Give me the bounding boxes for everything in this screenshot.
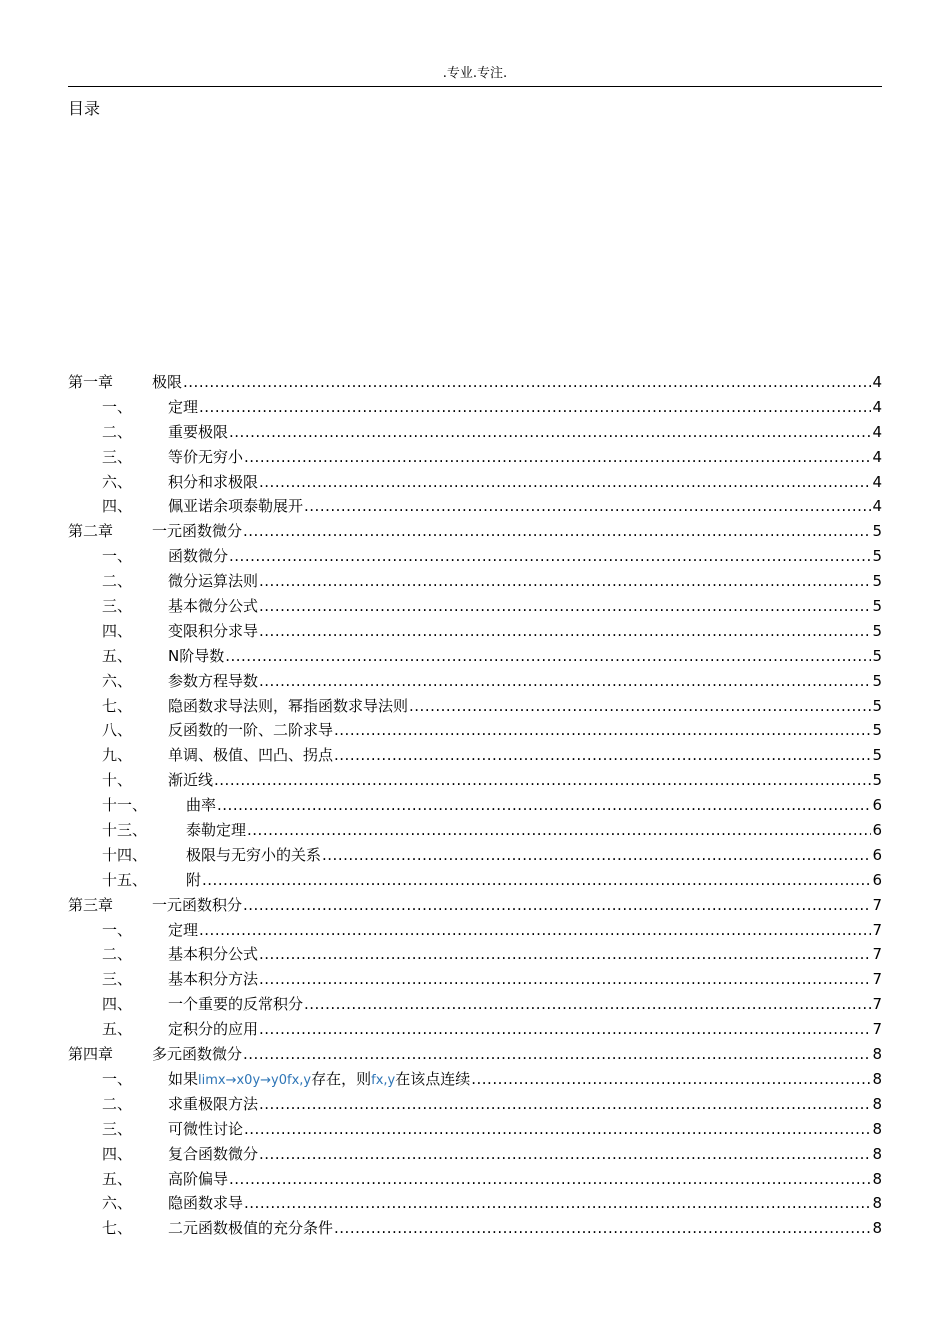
- toc-entry-title: 定理: [168, 397, 199, 416]
- toc-entry-title: 二元函数极值的充分条件: [168, 1219, 334, 1238]
- toc-section-entry[interactable]: [68, 494, 882, 519]
- dot-leader: [229, 1167, 871, 1192]
- toc-entry-number: 七、: [102, 1219, 133, 1238]
- toc-page-number: 8: [872, 1219, 882, 1238]
- toc-section-entry[interactable]: [68, 843, 882, 868]
- toc-entry-number: 三、: [102, 970, 133, 989]
- toc-section-entry[interactable]: [68, 743, 882, 768]
- toc-chapter-entry[interactable]: [68, 893, 882, 918]
- toc-section-entry[interactable]: [68, 1067, 882, 1092]
- toc-page-number: 8: [872, 1045, 882, 1064]
- toc-page-number: 4: [872, 497, 882, 516]
- dot-leader: [259, 942, 871, 967]
- dot-leader: [259, 619, 871, 644]
- dot-leader: [259, 967, 871, 992]
- toc-page-number: 6: [872, 821, 882, 840]
- toc-section-entry[interactable]: [68, 992, 882, 1017]
- toc-entry-title: 极限: [152, 373, 183, 391]
- dot-leader: [247, 818, 871, 843]
- toc-entry-title: 可微性讨论: [168, 1119, 244, 1138]
- toc-section-entry[interactable]: [68, 669, 882, 694]
- toc-entry-number: 三、: [102, 447, 133, 466]
- dot-leader: [243, 893, 871, 918]
- toc-page-number: 7: [872, 895, 882, 914]
- toc-entry-title: 变限积分求导: [168, 621, 259, 640]
- dot-leader: [334, 1216, 871, 1241]
- toc-entry-title: 微分运算法则: [168, 572, 259, 591]
- dot-leader: [259, 1142, 871, 1167]
- dot-leader: [243, 519, 871, 544]
- dot-leader: [259, 569, 871, 594]
- dot-leader: [244, 445, 871, 470]
- toc-entry-number: 四、: [102, 995, 133, 1014]
- toc-section-entry[interactable]: [68, 793, 882, 818]
- toc-entry-number: 十三、: [102, 821, 148, 840]
- toc-page-number: 5: [872, 547, 882, 566]
- toc-page-number: 8: [872, 1169, 882, 1188]
- toc-entry-title: 高阶偏导: [168, 1169, 229, 1188]
- toc-section-entry[interactable]: [68, 718, 882, 743]
- toc-entry-title: 基本微分公式: [168, 597, 259, 616]
- toc-entry-title: 基本积分方法: [168, 970, 259, 989]
- toc-page-number: 5: [872, 522, 882, 541]
- toc-entry-number: 第四章: [68, 1045, 114, 1064]
- toc-entry-number: 二、: [102, 422, 133, 441]
- toc-entry-title: 一元函数积分: [152, 895, 243, 914]
- toc-entry-title: 附: [186, 870, 202, 889]
- toc-section-entry[interactable]: [68, 644, 882, 669]
- toc-entry-title: [168, 1067, 470, 1094]
- toc-chapter-entry[interactable]: [68, 519, 882, 544]
- toc-entry-title: 重要极限: [168, 422, 229, 441]
- toc-section-entry[interactable]: [68, 1191, 882, 1216]
- toc-entry-number: 六、: [102, 472, 133, 491]
- toc-section-entry[interactable]: [68, 1092, 882, 1117]
- dot-leader: [471, 1067, 871, 1092]
- toc-section-entry[interactable]: [68, 942, 882, 967]
- dot-leader: [229, 544, 871, 569]
- toc-page-number: 7: [872, 920, 882, 939]
- dot-leader: [217, 793, 871, 818]
- toc-entry-number: 第二章: [68, 522, 114, 541]
- page-header: [68, 66, 882, 87]
- toc-entry-number: 二、: [102, 945, 133, 964]
- toc-entry-title: 一个重要的反常积分: [168, 995, 304, 1014]
- toc-entry-title: N阶导数: [168, 646, 225, 665]
- title-text: 在该点连续: [395, 1069, 471, 1088]
- dot-leader: [199, 918, 871, 943]
- dot-leader: [259, 1017, 871, 1042]
- toc-page-number: 4: [872, 472, 882, 491]
- toc-entry-title: 定理: [168, 920, 199, 939]
- toc-section-entry[interactable]: [68, 470, 882, 495]
- toc-section-entry[interactable]: [68, 569, 882, 594]
- dot-leader: [259, 669, 871, 694]
- toc-entry-number: 三、: [102, 1119, 133, 1138]
- toc-entry-title: 极限与无穷小的关系: [186, 845, 322, 864]
- toc-page-number: 5: [872, 771, 882, 790]
- toc-entry-title: 求重极限方法: [168, 1094, 259, 1113]
- toc-section-entry[interactable]: [68, 1117, 882, 1142]
- toc-page-number: 7: [872, 945, 882, 964]
- toc-section-entry[interactable]: [68, 768, 882, 793]
- dot-leader: [229, 420, 871, 445]
- toc-entry-title: 单调、极值、凹凸、拐点: [168, 746, 334, 765]
- toc-page-number: 6: [872, 845, 882, 864]
- toc-page-number: 8: [872, 1144, 882, 1163]
- title-text: 如果: [168, 1069, 199, 1088]
- toc-entry-number: 五、: [102, 1169, 133, 1188]
- toc-page-number: 7: [872, 995, 882, 1014]
- toc-section-entry[interactable]: [68, 445, 882, 470]
- toc-section-entry[interactable]: [68, 967, 882, 992]
- toc-section-entry[interactable]: [68, 1216, 882, 1241]
- toc-section-entry[interactable]: [68, 694, 882, 719]
- toc-entry-number: 十四、: [102, 845, 148, 864]
- math-expression: fx,y: [371, 1072, 396, 1088]
- dot-leader: [304, 494, 871, 519]
- toc-entry-number: 六、: [102, 1194, 133, 1213]
- toc-entry-number: 七、: [102, 696, 133, 715]
- toc-entry-number: 第三章: [68, 895, 114, 914]
- toc-page-number: 7: [872, 970, 882, 989]
- toc-page-number: 8: [872, 1194, 882, 1213]
- toc-entry-title: 多元函数微分: [152, 1045, 243, 1064]
- dot-leader: [243, 1042, 871, 1067]
- toc-entry-title: 等价无穷小: [168, 447, 244, 466]
- toc-entry-number: 九、: [102, 746, 133, 765]
- toc-entry-number: 二、: [102, 572, 133, 591]
- toc-entry-title: 复合函数微分: [168, 1144, 259, 1163]
- toc-entry-number: 一、: [102, 547, 133, 566]
- dot-leader: [183, 370, 871, 395]
- dot-leader: [322, 843, 871, 868]
- toc-entry-number: 十、: [102, 771, 133, 790]
- toc-section-entry[interactable]: [68, 594, 882, 619]
- toc-page-number: 5: [872, 696, 882, 715]
- toc-entry-number: 四、: [102, 621, 133, 640]
- toc-entry-number: 一、: [102, 920, 133, 939]
- toc-entry-number: 五、: [102, 646, 133, 665]
- dot-leader: [199, 395, 871, 420]
- toc-entry-number: 一、: [102, 397, 133, 416]
- dot-leader: [304, 992, 871, 1017]
- toc-entry-title: 定积分的应用: [168, 1020, 259, 1039]
- dot-leader: [225, 644, 871, 669]
- toc-entry-number: 八、: [102, 721, 133, 740]
- dot-leader: [334, 718, 871, 743]
- dot-leader: [214, 768, 871, 793]
- toc-entry-number: 六、: [102, 671, 133, 690]
- toc-entry-title: 反函数的一阶、二阶求导: [168, 721, 334, 740]
- toc-page-number: 7: [872, 1020, 882, 1039]
- toc-entry-title: 函数微分: [168, 547, 229, 566]
- toc-page-number: 5: [872, 572, 882, 591]
- toc-page-number: 4: [872, 422, 882, 441]
- toc-entry-number: 十五、: [102, 870, 148, 889]
- toc-page-number: 5: [872, 597, 882, 616]
- table-of-contents: [68, 370, 882, 1241]
- toc-page-number: 5: [872, 721, 882, 740]
- toc-section-entry[interactable]: [68, 395, 882, 420]
- toc-entry-title: 曲率: [186, 796, 217, 815]
- dot-leader: [259, 470, 871, 495]
- toc-page-number: 6: [872, 870, 882, 889]
- dot-leader: [334, 743, 871, 768]
- toc-entry-title: 隐函数求导: [168, 1194, 244, 1213]
- toc-page-number: 4: [872, 397, 882, 416]
- toc-page-number: 5: [872, 746, 882, 765]
- title-text: 存在，则: [311, 1069, 372, 1088]
- toc-entry-number: 五、: [102, 1020, 133, 1039]
- toc-entry-number: 三、: [102, 597, 133, 616]
- toc-entry-number: 十一、: [102, 796, 148, 815]
- toc-entry-number: 第一章: [68, 373, 114, 391]
- toc-entry-number: 四、: [102, 497, 133, 516]
- toc-entry-title: 参数方程导数: [168, 671, 259, 690]
- toc-section-entry[interactable]: [68, 1142, 882, 1167]
- toc-section-entry[interactable]: [68, 544, 882, 569]
- toc-entry-title: 渐近线: [168, 771, 214, 790]
- dot-leader: [202, 868, 871, 893]
- dot-leader: [244, 1191, 871, 1216]
- toc-page-number: 5: [872, 621, 882, 640]
- toc-section-entry[interactable]: [68, 1167, 882, 1192]
- toc-page-number: 4: [872, 447, 882, 466]
- toc-entry-number: 二、: [102, 1094, 133, 1113]
- toc-entry-title: 隐函数求导法则，幂指函数求导法则: [168, 696, 409, 715]
- toc-section-entry[interactable]: [68, 420, 882, 445]
- toc-heading: 目录: [68, 99, 101, 118]
- toc-entry-title: 佩亚诺余项泰勒展开: [168, 497, 304, 516]
- toc-section-entry[interactable]: [68, 1017, 882, 1042]
- toc-chapter-entry[interactable]: [68, 370, 882, 395]
- math-expression: limx→x0y→y0fx,y: [198, 1072, 312, 1088]
- toc-section-entry[interactable]: [68, 868, 882, 893]
- toc-entry-number: 一、: [102, 1069, 133, 1088]
- toc-entry-number: 四、: [102, 1144, 133, 1163]
- toc-entry-title: 一元函数微分: [152, 522, 243, 541]
- toc-page-number: 6: [872, 796, 882, 815]
- toc-page-number: 4: [872, 373, 882, 391]
- toc-section-entry[interactable]: [68, 918, 882, 943]
- toc-entry-title: 积分和求极限: [168, 472, 259, 491]
- toc-page-number: 8: [872, 1119, 882, 1138]
- toc-section-entry[interactable]: [68, 818, 882, 843]
- toc-entry-title: 泰勒定理: [186, 821, 247, 840]
- toc-entry-title: 基本积分公式: [168, 945, 259, 964]
- toc-page-number: 8: [872, 1094, 882, 1113]
- toc-page-number: 8: [872, 1069, 882, 1088]
- toc-page-number: 5: [872, 646, 882, 665]
- dot-leader: [244, 1117, 871, 1142]
- header-text: .专业.专注.: [442, 66, 508, 81]
- dot-leader: [259, 1092, 871, 1117]
- toc-chapter-entry[interactable]: [68, 1042, 882, 1067]
- dot-leader: [259, 594, 871, 619]
- dot-leader: [409, 694, 871, 719]
- toc-section-entry[interactable]: [68, 619, 882, 644]
- toc-page-number: 5: [872, 671, 882, 690]
